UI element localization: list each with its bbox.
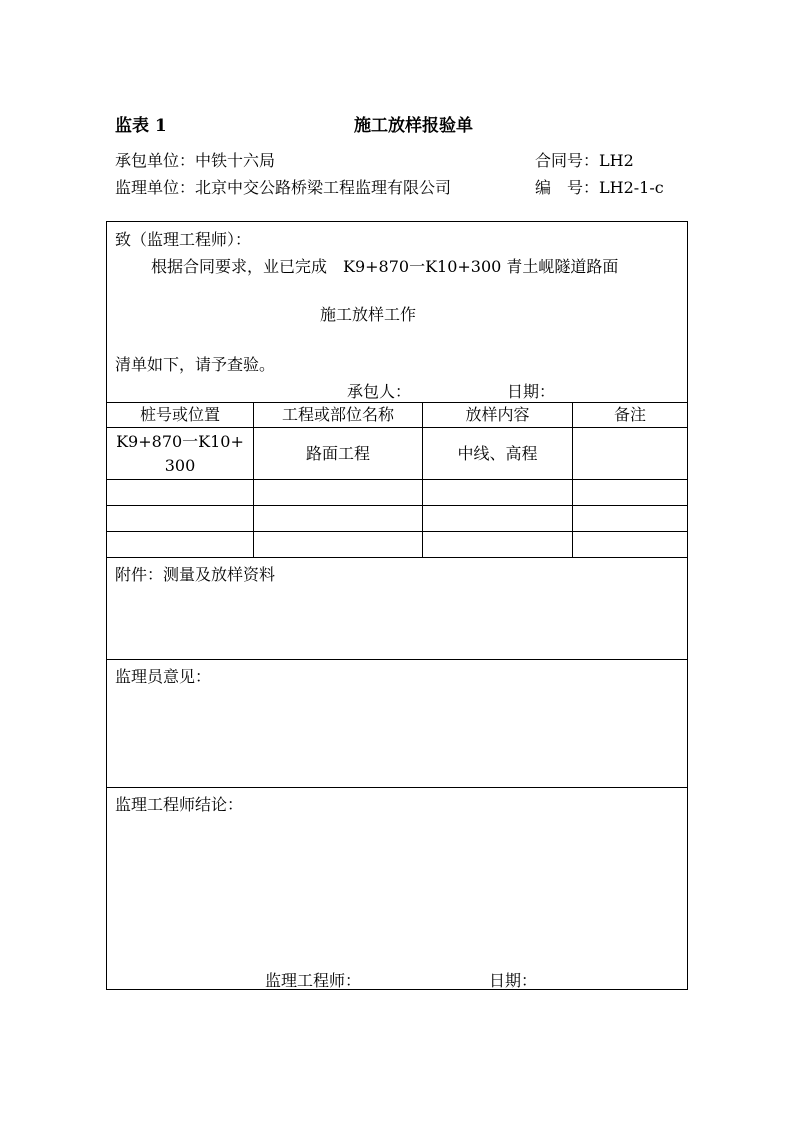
col-header-work-item: 工程或部位名称 bbox=[281, 405, 394, 424]
engineer-sign-label: 监理工程师： bbox=[265, 971, 362, 990]
serial-line bbox=[535, 175, 664, 198]
table-cell-content: 中线、高程 bbox=[457, 443, 538, 463]
divider bbox=[107, 557, 687, 558]
contractor-line bbox=[115, 148, 275, 171]
addressee: 致（监理工程师）： bbox=[115, 230, 252, 249]
serial-label: 编 号： bbox=[535, 178, 600, 197]
form-code: 监表 1 bbox=[115, 116, 167, 136]
page-title: 施工放样报验单 bbox=[354, 116, 473, 136]
table-cell-work-item: 路面工程 bbox=[305, 443, 370, 463]
engineer-conclusion-label: 监理工程师结论： bbox=[115, 795, 244, 814]
divider bbox=[107, 479, 687, 480]
request-body-line2: 施工放样工作 bbox=[320, 305, 417, 324]
contract-no-value: LH2 bbox=[599, 151, 634, 170]
col-header-remarks: 备注 bbox=[613, 405, 646, 424]
contractor-label: 承包单位： bbox=[115, 151, 196, 170]
col-header-content: 放样内容 bbox=[465, 405, 530, 424]
engineer-date-label: 日期： bbox=[489, 971, 538, 990]
supervisor-label: 监理单位： bbox=[115, 178, 196, 197]
attachments-label: 附件：测量及放样资料 bbox=[115, 565, 276, 584]
contractor-sign-label: 承包人： bbox=[347, 382, 412, 401]
inspector-opinion-label: 监理员意见： bbox=[115, 667, 212, 686]
contract-no-label: 合同号： bbox=[535, 151, 600, 170]
divider bbox=[107, 531, 687, 532]
supervisor-value: 北京中交公路桥梁工程监理有限公司 bbox=[195, 178, 452, 197]
request-date-label: 日期： bbox=[507, 382, 556, 401]
divider bbox=[107, 659, 687, 660]
table-cell-location: K9+870一K10+ 300 bbox=[116, 431, 244, 475]
divider bbox=[107, 505, 687, 506]
supervisor-line bbox=[115, 175, 451, 198]
contract-no-line bbox=[535, 148, 634, 171]
serial-value: LH2-1-c bbox=[599, 178, 664, 197]
divider bbox=[107, 787, 687, 788]
inspection-form bbox=[106, 221, 688, 990]
table-cell-remarks bbox=[573, 428, 687, 479]
request-body-line3: 清单如下，请予查验。 bbox=[115, 355, 276, 374]
col-header-location: 桩号或位置 bbox=[139, 405, 220, 424]
request-body-line1: 根据合同要求，业已完成 K9+870一K10+300 青土岘隧道路面 bbox=[151, 257, 619, 276]
contractor-value: 中铁十六局 bbox=[195, 151, 276, 170]
